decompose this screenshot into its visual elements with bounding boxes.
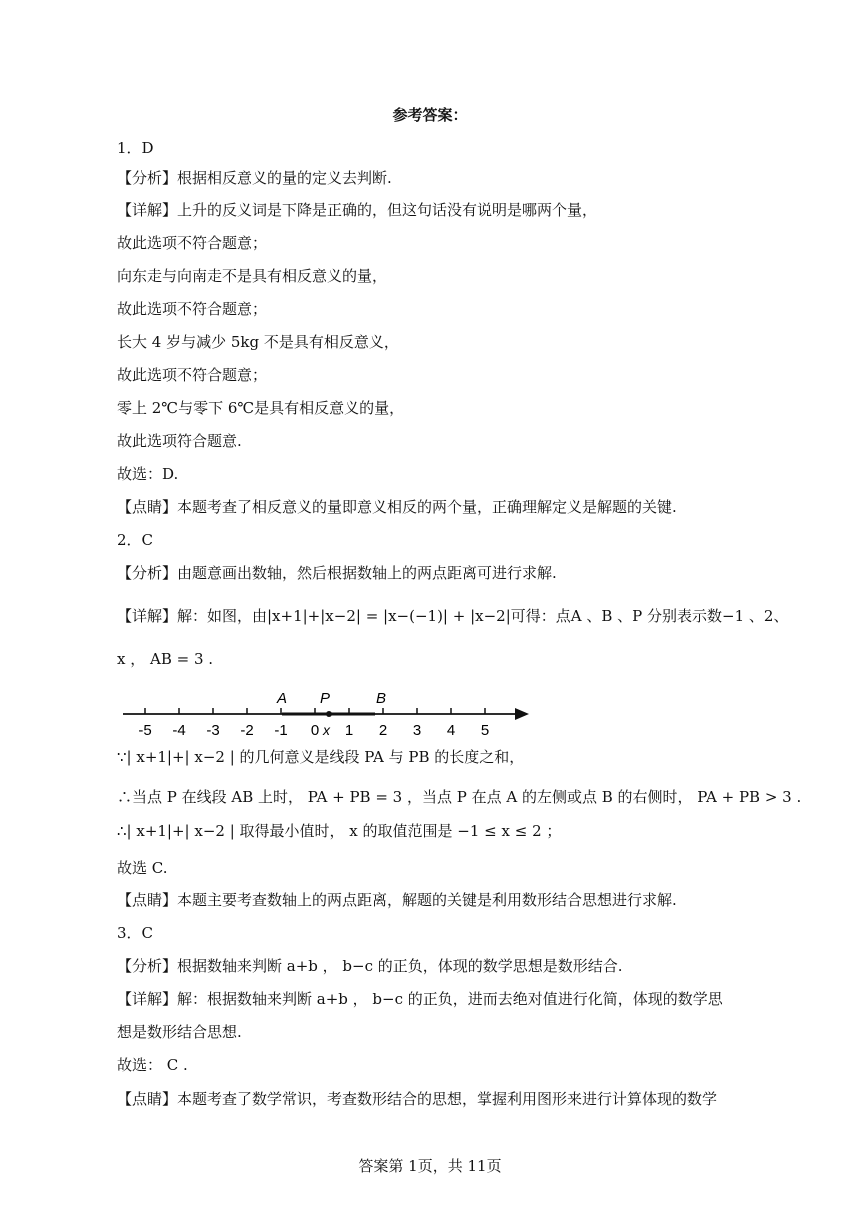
tick-label: -2: [240, 722, 254, 739]
answer-1-line: 故此选项不符合题意；: [117, 300, 268, 318]
answer-1-line: 向东走与向南走不是具有相反意义的量，: [117, 267, 388, 285]
answer-2-choice: 故选 C.: [117, 859, 168, 877]
axis-arrow-icon: [515, 708, 529, 720]
tick-label: 3: [412, 722, 422, 739]
number-line-figure: [117, 682, 537, 740]
answer-2-line: x ， AB = 3 .: [117, 650, 214, 668]
answer-2-analysis: 【分析】由题意画出数轴，然后根据数轴上的两点距离可进行求解.: [117, 564, 557, 582]
answer-3-header: 3．C: [117, 924, 154, 942]
answer-3-line: 想是数形结合思想.: [117, 1023, 242, 1041]
answer-2-comment: 【点睛】本题主要考查数轴上的两点距离，解题的关键是利用数形结合思想进行求解.: [117, 891, 677, 909]
answer-1-line: 零上 2℃与零下 6℃是具有相反意义的量，: [117, 399, 405, 417]
answer-3-detail: 【详解】解：根据数轴来判断 a+b ， b−c 的正负，进而去绝对值进行化简，体现的数学思: [117, 990, 723, 1008]
answer-1-choice: 故选：D.: [117, 465, 179, 483]
point-label-b: B: [376, 690, 387, 707]
answer-1-analysis: 【分析】根据相反意义的量的定义去判断.: [117, 169, 392, 187]
answer-3-comment: 【点睛】本题考查了数学常识，考查数形结合的思想，掌握利用图形来进行计算体现的数学: [117, 1090, 718, 1108]
page-title: 参考答案：: [392, 106, 468, 124]
answer-3-analysis: 【分析】根据数轴来判断 a+b ， b−c 的正负，体现的数学思想是数形结合.: [117, 957, 623, 975]
answer-3-choice: 故选： C .: [117, 1056, 188, 1074]
tick-label: -5: [138, 722, 152, 739]
tick-label: 5: [480, 722, 490, 739]
answer-1-header: 1．D: [117, 139, 154, 157]
tick-label: 2: [378, 722, 388, 739]
tick-label: -1: [274, 722, 288, 739]
answer-1-line: 长大 4 岁与减少 5kg 不是具有相反意义，: [117, 333, 399, 351]
answer-1-detail: 【详解】上升的反义词是下降是正确的，但这句话没有说明是哪两个量，: [117, 201, 598, 219]
point-label-a: A: [277, 690, 288, 707]
tick-label: 0: [310, 722, 320, 739]
point-p-dot: [326, 711, 332, 717]
point-label-p: P: [320, 690, 331, 707]
answer-1-line: 故此选项不符合题意；: [117, 366, 268, 384]
point-x-label: x: [323, 722, 330, 738]
answer-2-line: ∴当点 P 在线段 AB 上时， PA + PB = 3 ，当点 P 在点 A 的左侧或点 B 的右侧时， PA + PB > 3 .: [117, 788, 802, 806]
answer-1-line: 故此选项符合题意.: [117, 432, 242, 450]
answer-2-line: ∴| x+1|+| x−2 | 取得最小值时， x 的取值范围是 −1 ≤ x ≤ 2 ；: [117, 822, 562, 840]
answer-1-comment: 【点睛】本题考查了相反意义的量即意义相反的两个量，正确理解定义是解题的关键.: [117, 498, 677, 516]
answer-1-line: 故此选项不符合题意；: [117, 234, 268, 252]
page-footer: 答案第 1页，共 11页: [358, 1157, 502, 1175]
answer-2-line: ∵| x+1|+| x−2 | 的几何意义是线段 PA 与 PB 的长度之和，: [117, 748, 525, 766]
answer-2-header: 2．C: [117, 531, 154, 549]
answer-2-detail: 【详解】解：如图，由|x+1|+|x−2| = |x−(−1)| + |x−2|可得：点A 、B 、P 分别表示数−1 、2、: [117, 607, 789, 625]
tick-label: 4: [446, 722, 456, 739]
tick-label: -3: [206, 722, 220, 739]
tick-label: -4: [172, 722, 186, 739]
tick-label: 1: [344, 722, 354, 739]
